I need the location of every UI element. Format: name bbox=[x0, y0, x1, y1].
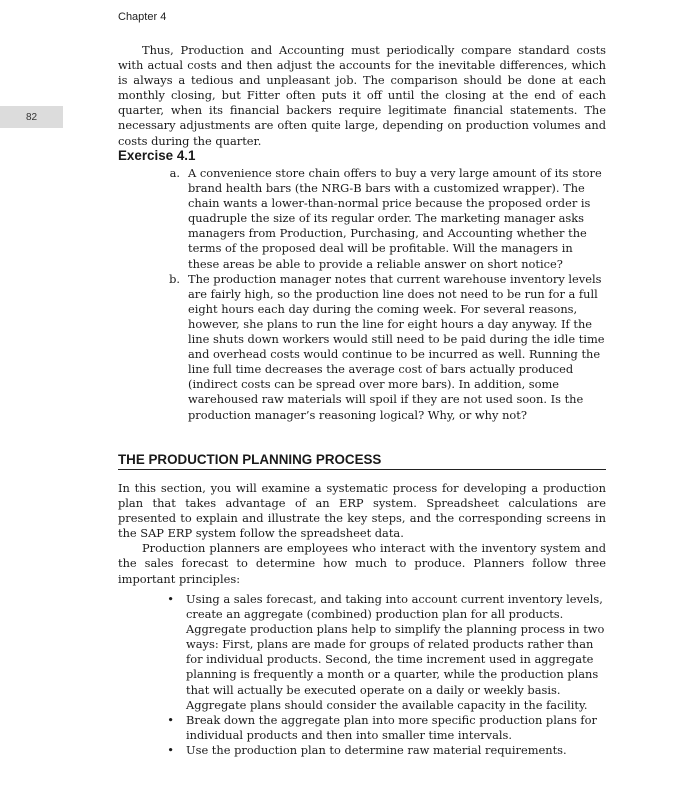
section-body bbox=[118, 481, 606, 587]
page-number: 82 bbox=[25, 111, 38, 123]
exercise-title: Exercise 4.1 bbox=[118, 148, 196, 163]
list-item bbox=[118, 713, 606, 743]
bullet-icon: • bbox=[167, 712, 174, 727]
bullet-icon: • bbox=[167, 592, 174, 606]
bullet-icon: • bbox=[167, 742, 174, 757]
list-item bbox=[118, 743, 606, 758]
list-item bbox=[118, 592, 606, 713]
exercise-list bbox=[118, 166, 606, 423]
exercise-item-text: The production manager notes that current warehouse inventory levels are fairly high, so the production line does not need to be run for a full eight hours each day during the coming week. For several reasons, however, she plans to run the line for eight hours a day anyway. If the line shuts down workers would still need to be paid during the idle time and overhead costs would continue to be incurred as well. Running the line full time decreases the average cost of bars actually produced (indirect costs can be spread over more bars). In addition, some warehoused raw materials will spoil if they are not used soon. Is the production manager’s reasoning logical? Why, or why not? bbox=[188, 271, 605, 422]
section-paragraph: Production planners are employees who interact with the inventory system and the sales forecast to determine how much to produce. Planners follow three important principles: bbox=[118, 541, 606, 586]
exercise-item-marker: b. bbox=[169, 271, 180, 286]
list-item-text: Use the production plan to determine raw material requirements. bbox=[186, 742, 567, 757]
intro-block bbox=[118, 43, 606, 149]
section-paragraph: In this section, you will examine a systematic process for developing a production plan that takes advantage of an ERP system. Spreadsheet calculations are presented to explain and illustrate the key steps, and the corresponding screens in the SAP ERP system follow the spreadsheet data. bbox=[118, 481, 606, 541]
list-item-text: Break down the aggregate plan into more specific production plans for individual products and then into smaller time intervals. bbox=[186, 712, 597, 742]
page-number-tab bbox=[0, 106, 63, 128]
exercise-item-marker: a. bbox=[169, 166, 180, 180]
principles-list bbox=[118, 592, 606, 758]
exercise-item bbox=[118, 272, 606, 423]
list-item-text: Using a sales forecast, and taking into account current inventory levels, create an aggregate (combined) production plan for all products. Aggregate production plans help to simplify the planning process in two ways: First, plans are made for groups of related products rather than for individual products. Second, the time increment used in aggregate planning is frequently a month or a quarter, while the production plans that will actually be executed operate on a daily or weekly basis. Aggregate plans should consider the available capacity in the facility. bbox=[186, 592, 605, 712]
exercise-item bbox=[118, 166, 606, 272]
intro-paragraph: Thus, Production and Accounting must periodically compare standard costs with actual costs and then adjust the accounts for the inevitable differences, which is always a tedious and unpleasant job. The comparison should be done at each monthly closing, but Fitter often puts it off until the closing at the end of each quarter, when its financial backers require legitimate financial statements. The necessary adjustments are often quite large, depending on production volumes and costs during the quarter. bbox=[118, 43, 606, 148]
chapter-header: Chapter 4 bbox=[118, 11, 167, 23]
exercise-item-text: A convenience store chain offers to buy a very large amount of its store brand health bars (the NRG-B bars with a customized wrapper). The chain wants a lower-than-normal price because the proposed order is quadruple the size of its regular order. The marketing manager asks managers from Production, Purchasing, and Accounting whether the terms of the proposed deal will be profitable. Will the managers in these areas be able to provide a reliable answer on short notice? bbox=[188, 166, 602, 271]
section-title: THE PRODUCTION PLANNING PROCESS bbox=[118, 452, 606, 470]
